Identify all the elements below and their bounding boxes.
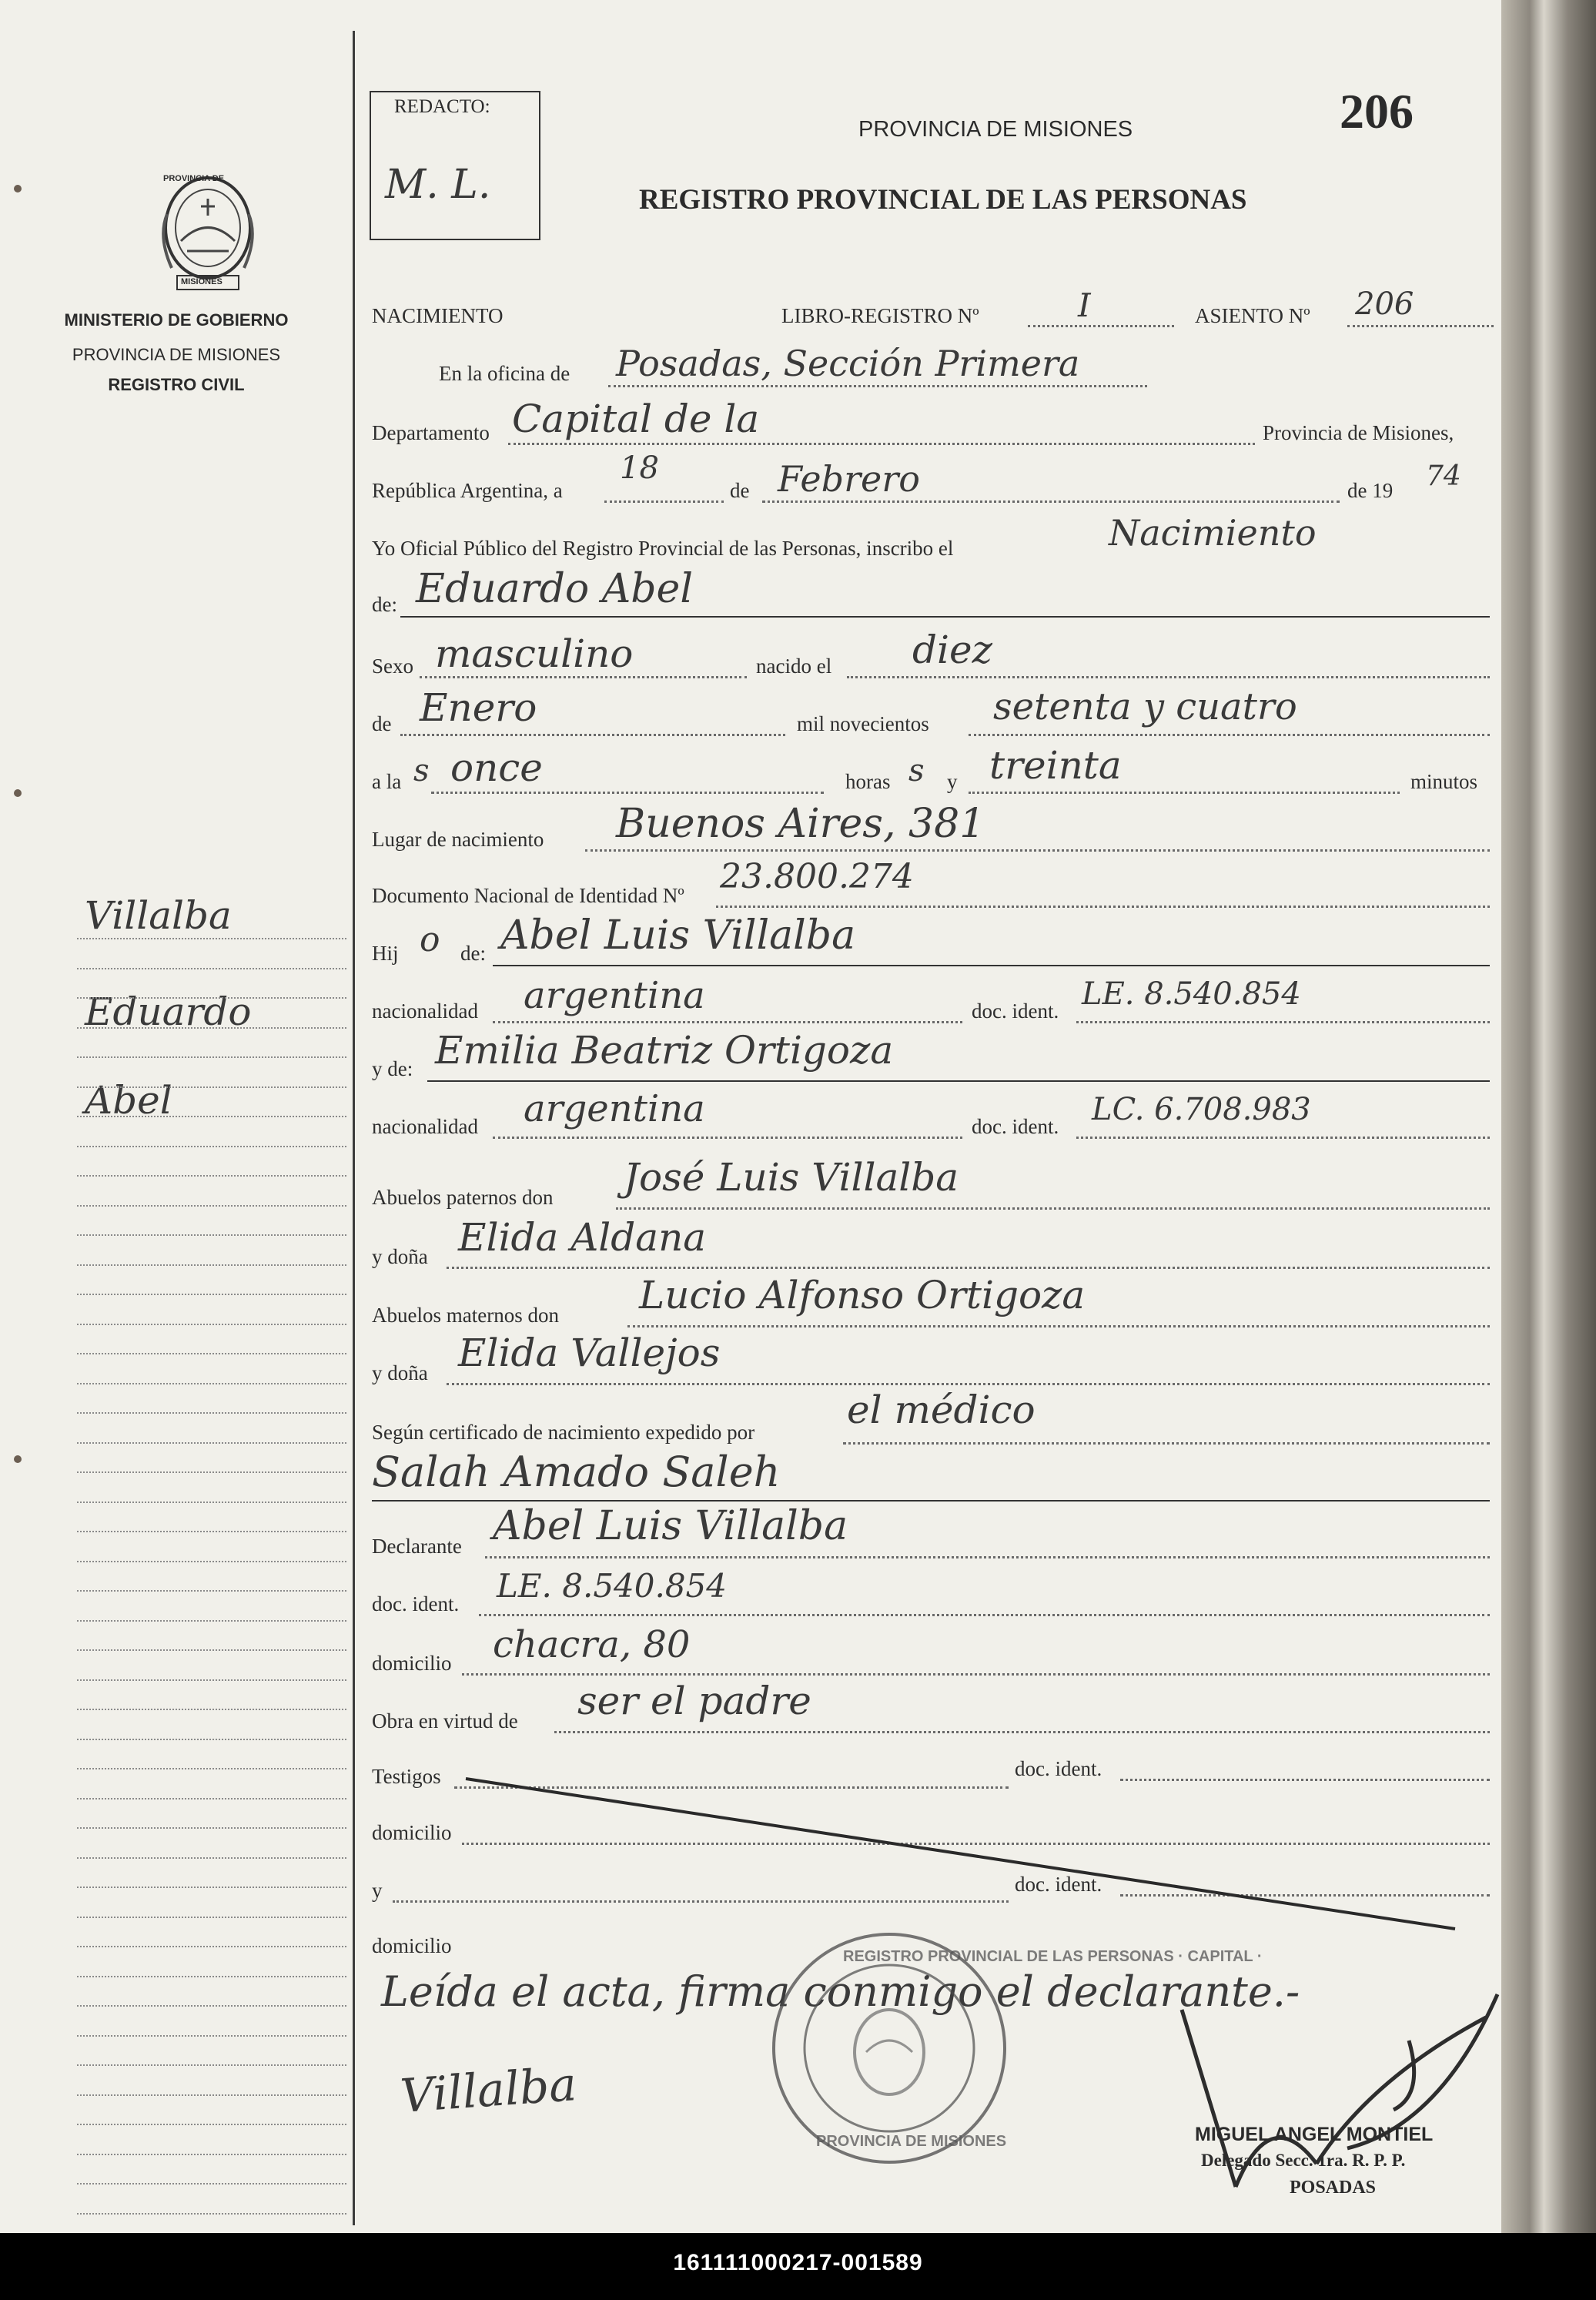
value-sexo: masculino xyxy=(435,631,634,676)
seal-bottom-text: MISIONES xyxy=(181,277,223,286)
label-de-19: de 19 xyxy=(1347,479,1394,502)
label-mil-novecientos: mil novecientos xyxy=(797,712,929,735)
margin-rule-line xyxy=(77,1590,346,1592)
label-abuelos-maternos: Abuelos maternos don xyxy=(372,1304,559,1327)
margin-rule-line xyxy=(77,1531,346,1532)
province-heading: PROVINCIA DE MISIONES xyxy=(858,117,1133,142)
ministry-line1: MINISTERIO DE GOBIERNO xyxy=(64,310,289,330)
margin-rule-line xyxy=(77,1442,346,1444)
label-lugar: Lugar de nacimiento xyxy=(372,828,544,851)
margin-rule-line xyxy=(77,1264,346,1266)
margin-rule-line xyxy=(77,1324,346,1325)
value-leida-acta: Leída el acta, firma conmigo el declarante.- xyxy=(381,1967,1300,2016)
margin-rule-line xyxy=(77,968,346,969)
binding-hole xyxy=(14,185,22,193)
margin-rule-line xyxy=(77,2213,346,2215)
margin-rule-line xyxy=(77,1383,346,1384)
value-anio-letras: setenta y cuatro xyxy=(993,685,1297,728)
label-hij: Hij xyxy=(372,942,399,965)
label-testigos: Testigos xyxy=(372,1765,441,1788)
label-doc-declarante: doc. ident. xyxy=(372,1592,460,1615)
value-hora: once xyxy=(450,745,543,790)
value-oficina: Posadas, Sección Primera xyxy=(616,343,1080,384)
ministry-line3: REGISTRO CIVIL xyxy=(108,375,245,394)
value-dia: 18 xyxy=(620,450,659,486)
margin-rule-line xyxy=(77,2183,346,2184)
official-name: MIGUEL ANGEL MONTIEL xyxy=(1195,2124,1434,2145)
label-doc-testigo1: doc. ident. xyxy=(1015,1757,1102,1780)
label-nacionalidad-madre: nacionalidad xyxy=(372,1115,478,1138)
value-mes: Febrero xyxy=(778,458,920,500)
value-doc-madre: LC. 6.708.983 xyxy=(1092,1092,1311,1127)
value-hijo-suffix: o xyxy=(420,920,440,959)
value-dni: 23.800.274 xyxy=(720,857,914,896)
label-nacido-el: nacido el xyxy=(756,655,832,678)
label-y-minutos: y xyxy=(947,770,958,793)
label-segun-certificado: Según certificado de nacimiento expedido por xyxy=(372,1421,755,1444)
value-nombre: Eduardo Abel xyxy=(416,566,693,612)
margin-rule-line xyxy=(77,1086,346,1088)
margin-rule-line xyxy=(77,1205,346,1207)
margin-rule-line xyxy=(77,2035,346,2037)
label-dni: Documento Nacional de Identidad Nº xyxy=(372,884,684,907)
label-asiento: ASIENTO Nº xyxy=(1195,304,1310,327)
value-obra: ser el padre xyxy=(577,1679,811,1723)
label-y-testigo2: y xyxy=(372,1879,383,1902)
value-dia-letras: diez xyxy=(912,628,992,672)
cancel-stroke xyxy=(462,1771,1463,1940)
provincial-seal-icon xyxy=(150,168,266,295)
margin-rule-line xyxy=(77,1116,346,1117)
margin-rule-line xyxy=(77,1620,346,1622)
binding-hole xyxy=(14,789,22,797)
book-page-edges xyxy=(1501,0,1596,2233)
margin-rule-line xyxy=(77,2094,346,2096)
margin-rule-line xyxy=(77,1353,346,1354)
value-anio: 74 xyxy=(1426,460,1461,492)
label-domicilio-testigo2: domicilio xyxy=(372,1934,452,1957)
value-nac-padre: argentina xyxy=(524,974,705,1017)
margin-given-name-2: Abel xyxy=(85,1078,172,1123)
signature-declarante: Villalba xyxy=(398,2057,579,2124)
value-padre: Abel Luis Villalba xyxy=(500,912,856,959)
official-city: POSADAS xyxy=(1290,2178,1377,2198)
label-doc-padre: doc. ident. xyxy=(972,999,1059,1023)
value-lugar: Buenos Aires, 381 xyxy=(616,801,985,847)
value-nac-madre: argentina xyxy=(524,1087,705,1130)
margin-rule-line xyxy=(77,1502,346,1503)
ministry-line2: PROVINCIA DE MISIONES xyxy=(72,345,281,364)
margin-rule-line xyxy=(77,2124,346,2125)
label-minutos: minutos xyxy=(1410,770,1478,793)
label-oficina: En la oficina de xyxy=(439,362,570,385)
label-de-mes-nac: de xyxy=(372,712,392,735)
label-declarante: Declarante xyxy=(372,1535,462,1558)
value-mes-nac: Enero xyxy=(420,685,537,730)
label-sexo: Sexo xyxy=(372,655,413,678)
margin-given-name-1: Eduardo xyxy=(85,989,252,1034)
margin-rule-line xyxy=(77,1827,346,1829)
margin-rule-line xyxy=(77,1146,346,1147)
value-certificado: el médico xyxy=(847,1388,1036,1432)
label-abuelos-paternos: Abuelos paternos don xyxy=(372,1186,554,1209)
redacto-label: REDACTO: xyxy=(394,96,490,117)
margin-surname: Villalba xyxy=(85,893,232,938)
binding-hole xyxy=(14,1455,22,1463)
redacto-initials: M. L. xyxy=(385,162,491,208)
margin-rule-line xyxy=(77,2154,346,2155)
margin-rule-line xyxy=(77,1709,346,1710)
margin-rule-line xyxy=(77,1917,346,1918)
margin-rule-line xyxy=(77,1679,346,1681)
margin-rule-line xyxy=(77,1056,346,1058)
margin-rule-line xyxy=(77,1649,346,1651)
margin-rule-line xyxy=(77,1798,346,1799)
stamp-ring-text: REGISTRO PROVINCIAL DE LAS PERSONAS · CAPITAL · xyxy=(843,1948,1263,1965)
value-acto: Nacimiento xyxy=(1109,512,1317,554)
label-obra: Obra en virtud de xyxy=(372,1709,518,1733)
label-provincia-misiones: Provincia de Misiones, xyxy=(1263,421,1454,444)
margin-rule-line xyxy=(77,938,346,939)
register-title: REGISTRO PROVINCIAL DE LAS PERSONAS xyxy=(639,184,1247,216)
margin-rule-line xyxy=(77,2064,346,2066)
value-abuela-paterna: Elida Aldana xyxy=(458,1215,707,1260)
value-libro: I xyxy=(1078,286,1091,324)
margin-rule-line xyxy=(77,1946,346,1947)
margin-rule-line xyxy=(77,1027,346,1029)
label-domicilio: domicilio xyxy=(372,1652,452,1675)
value-abuela-materna: Elida Vallejos xyxy=(458,1331,721,1375)
seal-top-text: PROVINCIA DE xyxy=(163,174,225,183)
margin-rule-line xyxy=(77,1561,346,1562)
label-doc-madre: doc. ident. xyxy=(972,1115,1059,1138)
label-horas: horas xyxy=(845,770,891,793)
margin-rule-line xyxy=(77,1175,346,1177)
value-hora-suffix: s xyxy=(413,753,430,788)
margin-rule-line xyxy=(77,1768,346,1769)
label-a-la: a la xyxy=(372,770,402,793)
label-yo-oficial: Yo Oficial Público del Registro Provincial de las Personas, inscribo el xyxy=(372,537,954,560)
value-asiento: 206 xyxy=(1355,286,1414,322)
label-de-nombre: de: xyxy=(372,593,397,616)
label-de-padre: de: xyxy=(460,942,486,965)
value-doc-declarante: LE. 8.540.854 xyxy=(497,1567,728,1605)
value-horas-suffix: s xyxy=(908,753,925,788)
label-republica: República Argentina, a xyxy=(372,479,563,502)
margin-rule-line xyxy=(77,1739,346,1740)
value-domicilio: chacra, 80 xyxy=(493,1623,691,1666)
label-domicilio-testigo1: domicilio xyxy=(372,1821,452,1844)
margin-rule-line xyxy=(77,1412,346,1414)
margin-rule-line xyxy=(77,1294,346,1295)
label-nacionalidad-padre: nacionalidad xyxy=(372,999,478,1023)
margin-rule-line xyxy=(77,1471,346,1473)
label-departamento: Departamento xyxy=(372,421,490,444)
value-medico: Salah Amado Saleh xyxy=(372,1448,781,1496)
label-nacimiento: NACIMIENTO xyxy=(372,304,504,327)
value-madre: Emilia Beatriz Ortigoza xyxy=(435,1028,894,1073)
label-libro-registro: LIBRO-REGISTRO Nº xyxy=(781,304,979,327)
footer-code: 161111000217-001589 xyxy=(673,2250,923,2275)
margin-rule-line xyxy=(77,997,346,999)
margin-rule-line xyxy=(77,1857,346,1859)
label-y-de-madre: y de: xyxy=(372,1057,413,1080)
label-y-dona-paterna: y doña xyxy=(372,1245,428,1268)
value-declarante: Abel Luis Villalba xyxy=(493,1503,848,1549)
label-doc-testigo2: doc. ident. xyxy=(1015,1873,1102,1896)
margin-rule-line xyxy=(77,1976,346,1977)
value-abuelo-paterno: José Luis Villalba xyxy=(624,1155,959,1200)
margin-rule-line xyxy=(77,2005,346,2007)
official-title: Delegado Secc. 1ra. R. P. P. xyxy=(1201,2151,1406,2170)
label-de-mes: de xyxy=(730,479,750,502)
stamp-bottom-text: PROVINCIA DE MISIONES xyxy=(816,2133,1007,2150)
margin-rule-line xyxy=(77,1234,346,1236)
value-minutos: treinta xyxy=(989,743,1122,788)
margin-rule-line xyxy=(77,1887,346,1888)
value-doc-padre: LE. 8.540.854 xyxy=(1082,976,1301,1012)
value-abuelo-materno: Lucio Alfonso Ortigoza xyxy=(639,1273,1086,1317)
page-number: 206 xyxy=(1340,84,1414,139)
value-departamento: Capital de la xyxy=(512,397,760,441)
margin-rule xyxy=(353,31,355,2225)
label-y-dona-materna: y doña xyxy=(372,1361,428,1384)
